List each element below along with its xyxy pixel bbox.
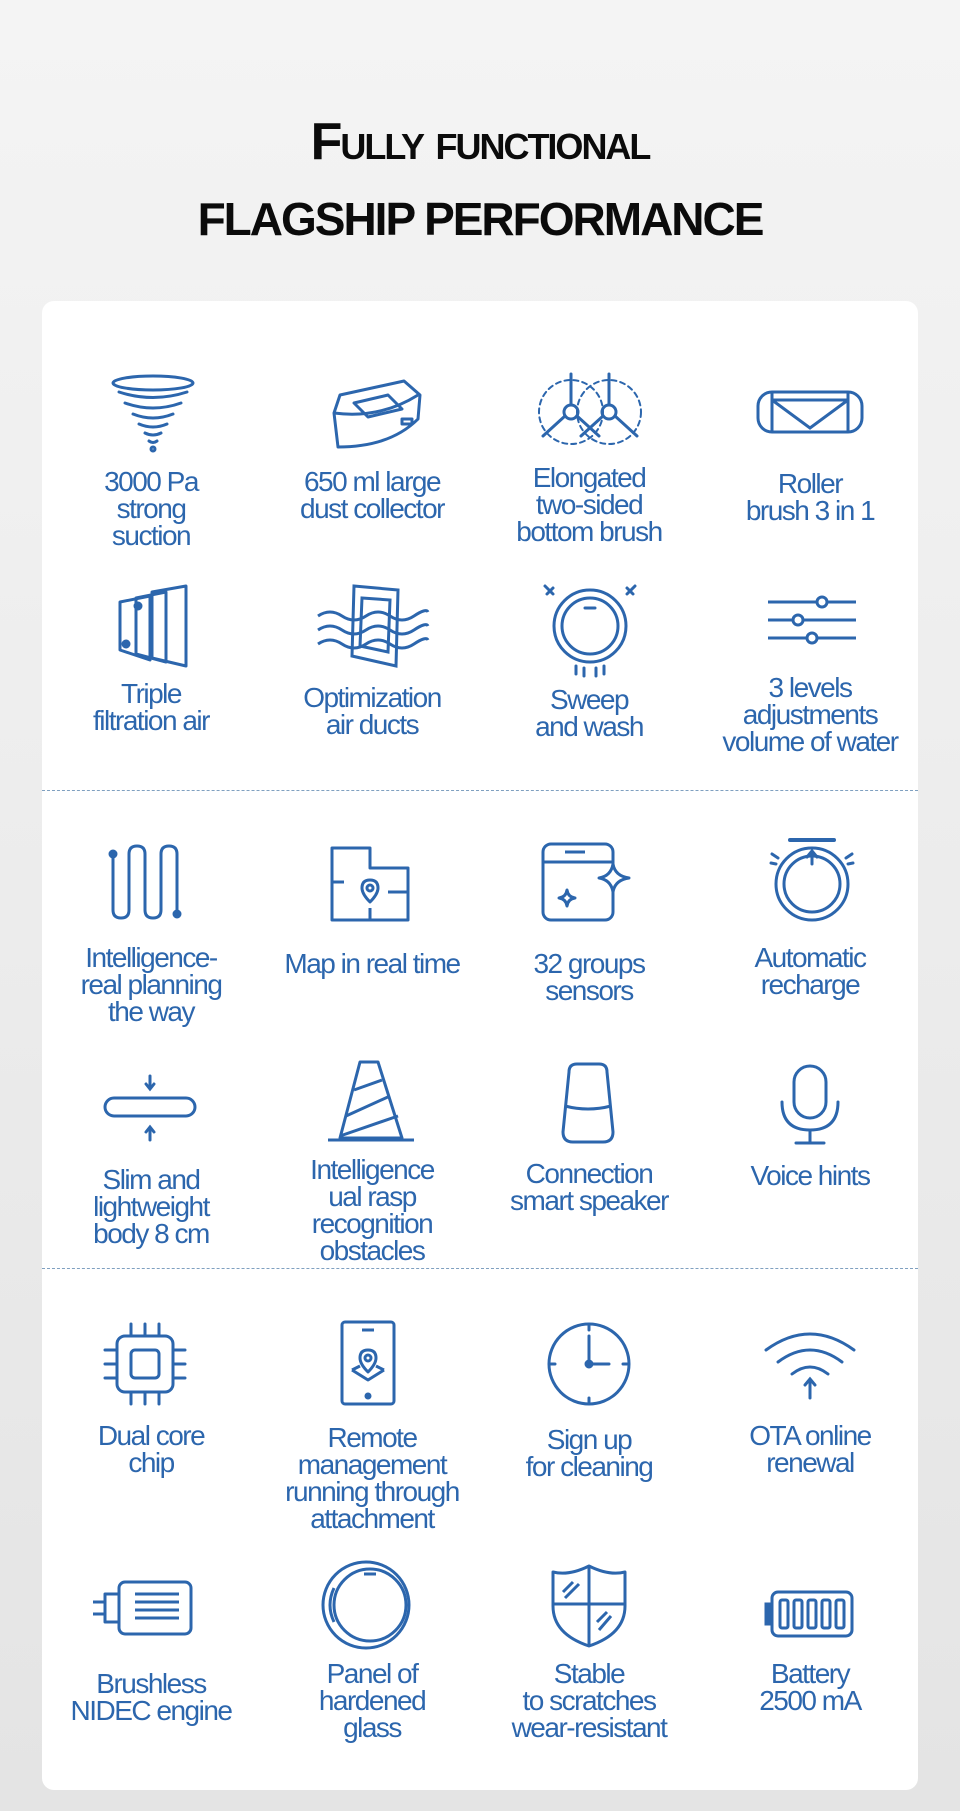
obstacle-cone-icon <box>326 1060 416 1147</box>
feature-label: 3 levels adjustments volume of water <box>722 672 898 757</box>
feature-label: OTA online renewal <box>749 1420 871 1478</box>
feature-label: Triple filtration air <box>93 678 209 736</box>
feature-label: 3000 Pa strong suction <box>104 466 198 551</box>
feature-label: Slim and lightweight body 8 cm <box>93 1164 209 1249</box>
battery-icon <box>764 1590 854 1643</box>
phone-app-icon <box>340 1320 396 1411</box>
feature-label: Voice hints <box>750 1160 870 1191</box>
map-icon <box>330 846 410 927</box>
wifi-update-icon <box>762 1328 858 1405</box>
filter-icon <box>116 584 190 673</box>
feature-label: Elongated two-sided bottom brush <box>516 462 662 547</box>
feature-label: 650 ml large dust collector <box>300 466 444 524</box>
feature-label: Intelligence ual rasp recognition obstacles <box>310 1154 434 1266</box>
tornado-icon <box>111 375 195 460</box>
feature-label: Roller brush 3 in 1 <box>745 468 875 526</box>
feature-label: Panel of hardened glass <box>318 1658 426 1743</box>
feature-label: Stable to scratches wear-resistant <box>511 1658 667 1743</box>
recharge-icon <box>770 838 854 927</box>
glass-panel-icon <box>320 1560 412 1655</box>
water-levels-icon <box>766 592 858 653</box>
dust-bin-icon <box>330 375 424 458</box>
chip-icon <box>103 1322 187 1411</box>
feature-label: Connection smart speaker <box>510 1158 668 1216</box>
path-planning-icon <box>103 842 185 927</box>
feature-label: Battery 2500 mA <box>759 1658 861 1716</box>
section-divider <box>42 1268 918 1269</box>
feature-label: Sign up for cleaning <box>525 1424 653 1482</box>
page-title-line1: Fully functional <box>310 113 650 171</box>
feature-label: Intelligence- real planning the way <box>80 942 222 1027</box>
sensors-icon <box>541 842 633 927</box>
clock-icon <box>547 1322 631 1411</box>
feature-label: Optimization air ducts <box>303 682 441 740</box>
smart-speaker-icon <box>559 1062 617 1149</box>
feature-label: Remote management running through attachment <box>285 1422 459 1534</box>
feature-label: 32 groups sensors <box>533 948 645 1006</box>
slim-body-icon <box>103 1074 197 1147</box>
feature-label: Brushless NIDEC engine <box>70 1668 232 1726</box>
feature-label: Automatic recharge <box>754 942 866 1000</box>
feature-label: Map in real time <box>284 948 460 979</box>
motor-icon <box>91 1580 193 1641</box>
page-title-line2: FLAGSHIP PERFORMANCE <box>197 193 763 245</box>
feature-label: Dual core chip <box>97 1420 205 1478</box>
section-divider <box>42 790 918 791</box>
mop-robot-icon <box>543 582 637 683</box>
air-duct-icon <box>316 584 430 673</box>
feature-label: Sweep and wash <box>535 684 643 742</box>
side-brushes-icon <box>537 370 643 455</box>
shield-icon <box>551 1564 627 1653</box>
roller-brush-icon <box>756 388 864 441</box>
microphone-icon <box>778 1064 842 1151</box>
